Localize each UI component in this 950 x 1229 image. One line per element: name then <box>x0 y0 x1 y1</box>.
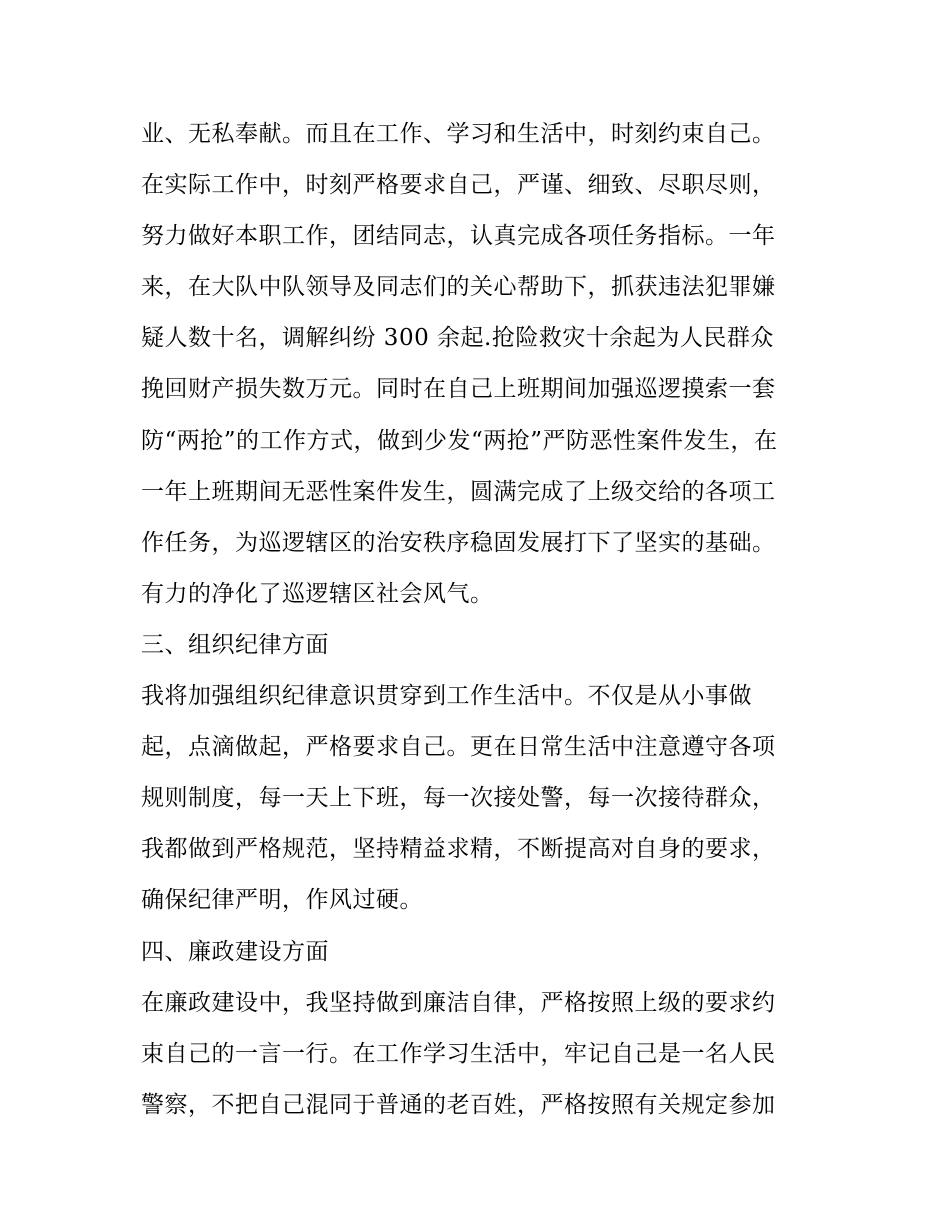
text-line: 在廉政建设中，我坚持做到廉洁自律，严格按照上级的要求约 <box>141 989 776 1016</box>
text-line: 起，点滴做起，严格要求自己。更在日常生活中注意遵守各项 <box>141 734 776 761</box>
text-line: 在实际工作中，时刻严格要求自己，严谨、细致、尽职尽则， <box>141 172 776 199</box>
text-line: 束自己的一言一行。在工作学习生活中，牢记自己是一名人民 <box>141 1040 776 1067</box>
text-line: 警察，不把自己混同于普通的老百姓，严格按照有关规定参加 <box>141 1091 776 1118</box>
text-line: 努力做好本职工作，团结同志，认真完成各项任务指标。一年 <box>141 223 776 250</box>
text-line: 挽回财产损失数万元。同时在自己上班期间加强巡逻摸索一套 <box>141 376 776 403</box>
text-line: 有力的净化了巡逻辖区社会风气。 <box>141 580 494 607</box>
text-line: 防“两抢”的工作方式，做到少发“两抢”严防恶性案件发生，在 <box>141 427 778 454</box>
text-line: 来，在大队中队领导及同志们的关心帮助下，抓获违法犯罪嫌 <box>141 274 776 301</box>
section-heading: 三、组织纪律方面 <box>141 631 329 658</box>
text-line: 确保纪律严明，作风过硬。 <box>141 887 423 914</box>
text-line: 疑人数十名，调解纠纷 300 余起.抢险救灾十余起为人民群众 <box>141 325 774 352</box>
text-line: 我将加强组织纪律意识贯穿到工作生活中。不仅是从小事做 <box>141 683 752 710</box>
text-line: 我都做到严格规范，坚持精益求精，不断提高对自身的要求， <box>141 836 776 863</box>
body-text <box>141 109 821 1131</box>
text-line: 作任务，为巡逻辖区的治安秩序稳固发展打下了坚实的基础。 <box>141 529 776 556</box>
text-line: 业、无私奉献。而且在工作、学习和生活中，时刻约束自己。 <box>141 121 776 147</box>
text-line: 一年上班期间无恶性案件发生，圆满完成了上级交给的各项工 <box>141 478 776 505</box>
text-line: 规则制度，每一天上下班，每一次接处警，每一次接待群众， <box>141 785 776 812</box>
section-heading: 四、廉政建设方面 <box>141 938 329 965</box>
